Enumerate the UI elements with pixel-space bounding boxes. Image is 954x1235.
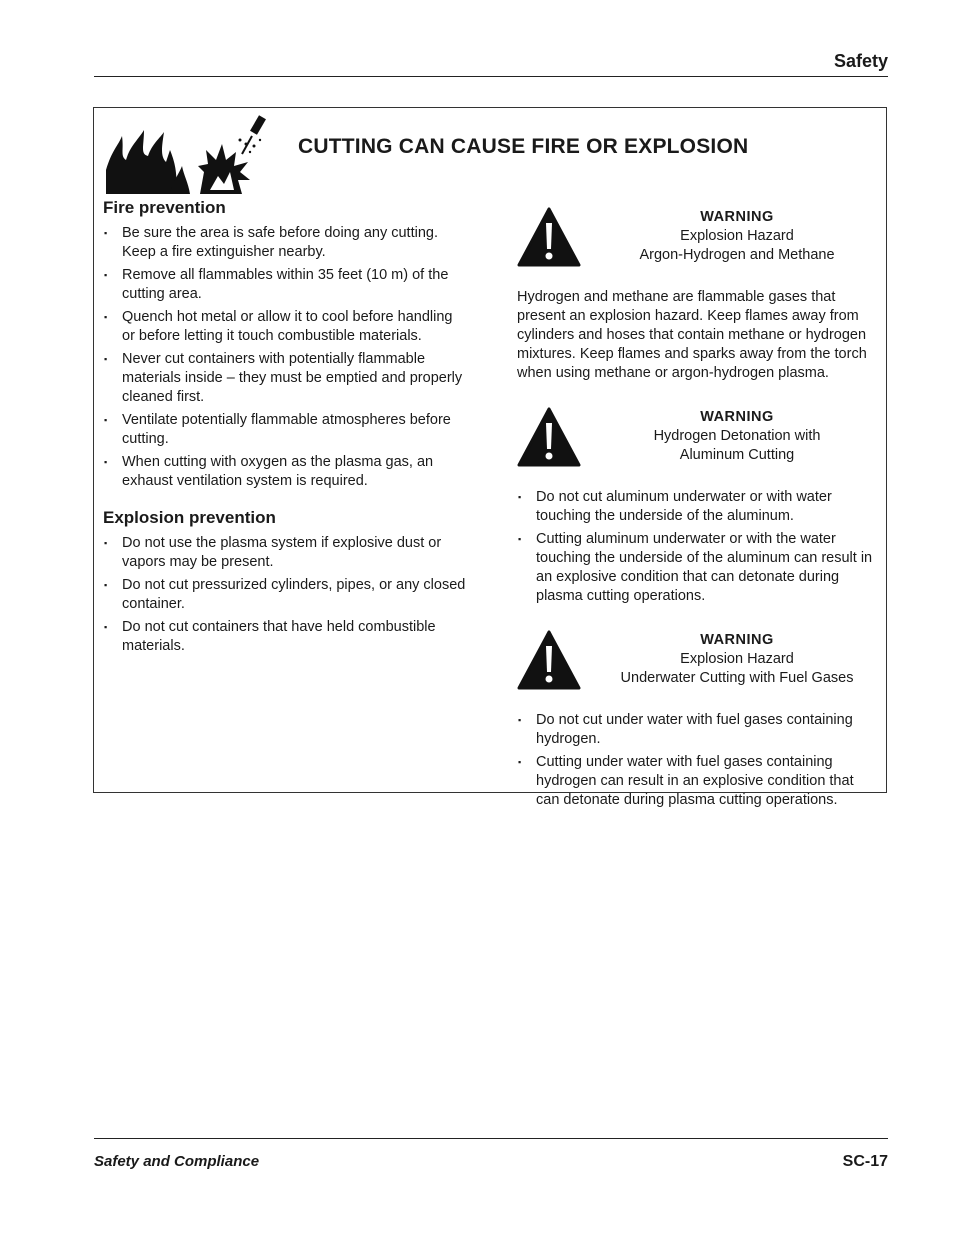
list-item: ▪ Never cut containers with potentially flammable materials inside – they must be emptied and properly cleaned first. [103, 350, 469, 407]
list-item: ▪ Do not use the plasma system if explosive dust or vapors may be present. [103, 534, 469, 572]
list-item: ▪ When cutting with oxygen as the plasma gas, an exhaust ventilation system is required. [103, 453, 469, 491]
left-column [103, 198, 469, 660]
page-number: SC-17 [842, 1153, 888, 1170]
list-item: ▪ Do not cut under water with fuel gases containing hydrogen. [517, 711, 879, 749]
list-item: ▪ Do not cut aluminum underwater or with water touching the underside of the aluminum. [517, 488, 879, 526]
warning-block [517, 203, 879, 275]
warning-block [517, 403, 879, 475]
warning-line: Explosion Hazard [680, 651, 794, 667]
warning-block [517, 626, 879, 698]
warning-heading: WARNING [700, 209, 774, 225]
list-item: ▪ Cutting under water with fuel gases containing hydrogen can result in an explosive condition that can detonate during plasma cutting operations. [517, 753, 879, 810]
warning-heading: WARNING [700, 409, 774, 425]
section-title: Safety [833, 51, 888, 71]
warning-list [517, 711, 879, 810]
right-column [517, 203, 879, 814]
warning-line: Argon-Hydrogen and Methane [639, 247, 835, 263]
list-item: ▪ Be sure the area is safe before doing any cutting. Keep a fire extinguisher nearby. [103, 224, 469, 262]
list-item: ▪ Do not cut pressurized cylinders, pipes, or any closed container. [103, 576, 469, 614]
warning-line: Underwater Cutting with Fuel Gases [620, 670, 854, 686]
warning-heading: WARNING [700, 632, 774, 648]
warning-list [517, 488, 879, 606]
explosion-prevention-heading: Explosion prevention [103, 508, 276, 527]
list-item: ▪ Do not cut containers that have held combustible materials. [103, 618, 469, 656]
header-divider [94, 76, 888, 77]
footer-title: Safety and Compliance [94, 1153, 260, 1170]
warning-paragraph: Hydrogen and methane are flammable gases that present an explosion hazard. Keep flames away from cylinders and hoses that contain methane or hydrogen mixtures. Keep flames and sparks away from the torch when using methane or argon-hydrogen plasma. [517, 289, 867, 381]
warning-triangle-icon [517, 630, 581, 690]
box-title: CUTTING CAN CAUSE FIRE OR EXPLOSION [298, 135, 749, 158]
warning-line: Hydrogen Detonation with [653, 428, 821, 444]
hazard-box [93, 107, 887, 808]
explosion-icon [198, 115, 266, 194]
warning-line: Explosion Hazard [680, 228, 794, 244]
list-item: ▪ Ventilate potentially flammable atmospheres before cutting. [103, 411, 469, 449]
list-item: ▪ Remove all flammables within 35 feet (10 m) of the cutting area. [103, 266, 469, 304]
warning-triangle-icon [517, 207, 581, 267]
footer-divider [94, 1138, 888, 1139]
list-item: ▪ Quench hot metal or allow it to cool before handling or before letting it touch combustible materials. [103, 308, 469, 346]
fire-icon [106, 130, 190, 194]
fire-prevention-list [103, 224, 469, 491]
explosion-prevention-list [103, 534, 469, 656]
fire-prevention-heading: Fire prevention [103, 198, 226, 217]
list-item: ▪ Cutting aluminum underwater or with the water touching the underside of the aluminum can result in an explosive condition that can detonate during plasma cutting operations. [517, 530, 879, 606]
warning-line: Aluminum Cutting [679, 447, 795, 463]
hazard-icons [104, 110, 274, 196]
warning-triangle-icon [517, 407, 581, 467]
